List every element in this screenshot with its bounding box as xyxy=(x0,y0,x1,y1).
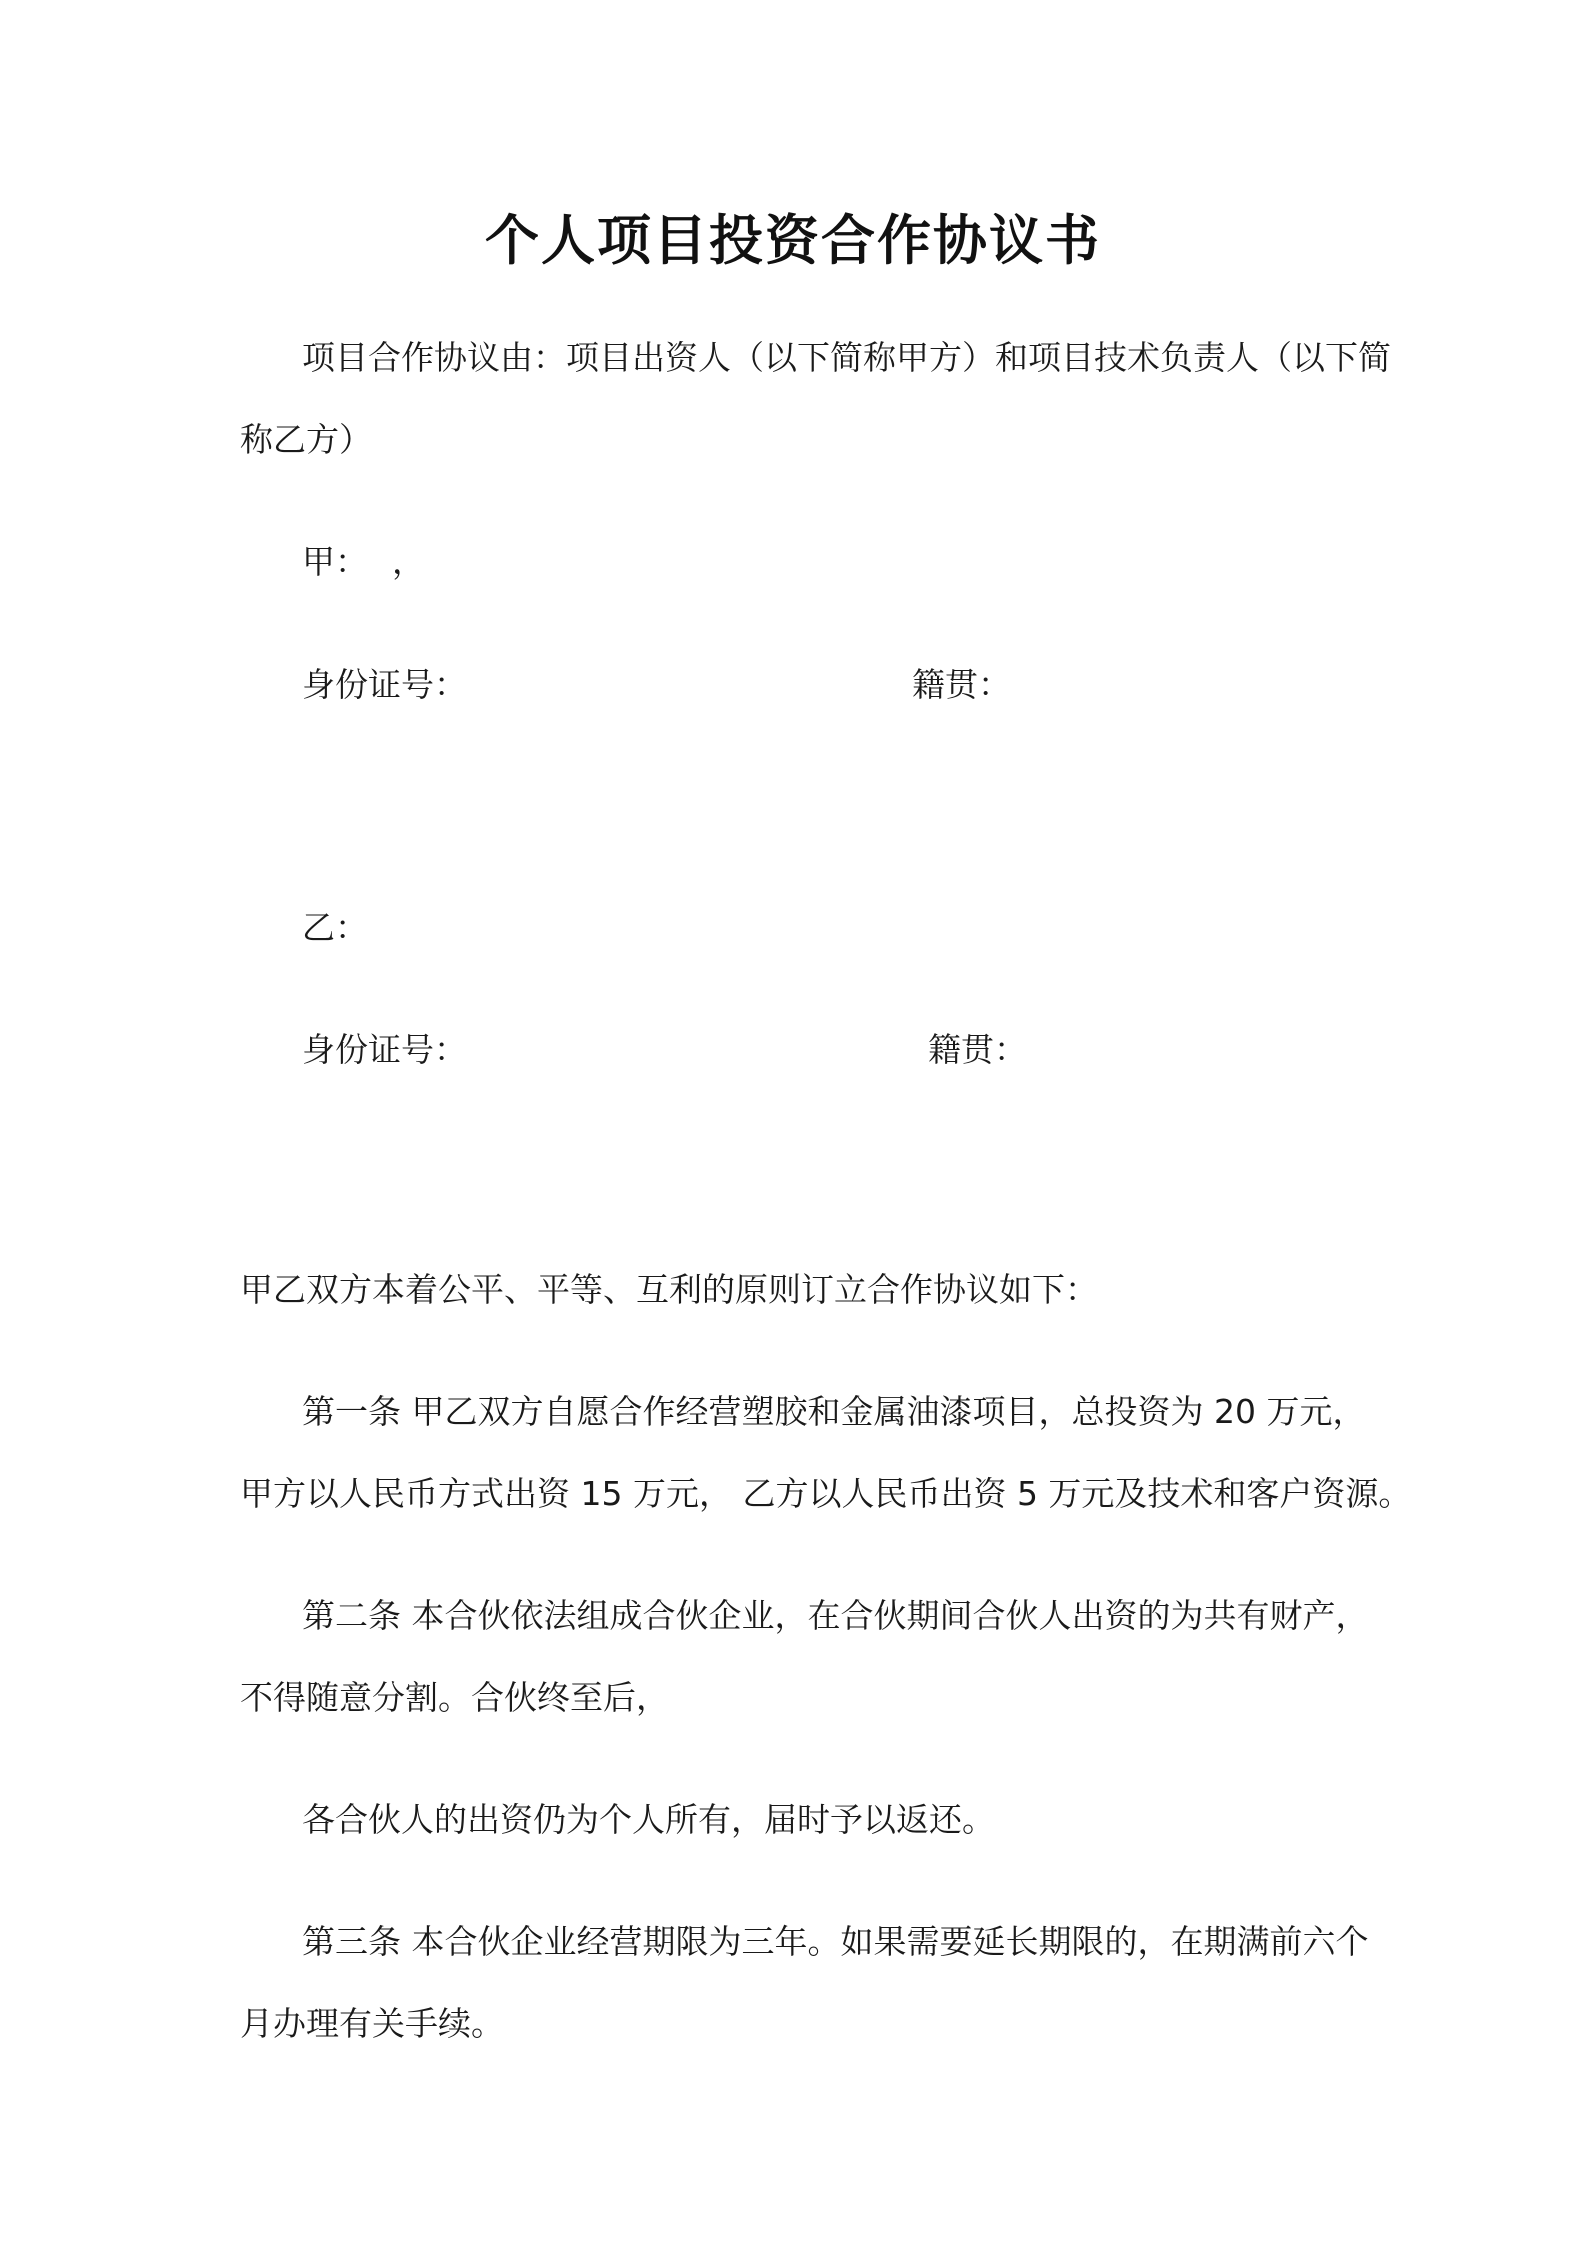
article-1-line-1: 第一条 甲乙双方自愿合作经营塑胶和金属油漆项目，总投资为 20 万元， xyxy=(302,1392,1366,1431)
party-b-origin-label: 籍贯： xyxy=(928,1030,1027,1069)
party-b-label: 乙： xyxy=(302,908,368,947)
party-a-origin-label: 籍贯： xyxy=(912,665,1011,704)
party-b-id-label: 身份证号： xyxy=(302,1030,467,1069)
intro-line-2: 称乙方） xyxy=(240,420,372,459)
intro-line-1: 项目合作协议由：项目出资人（以下简称甲方）和项目技术负责人（以下简 xyxy=(302,338,1391,377)
article-3-line-2: 月办理有关手续。 xyxy=(240,2004,504,2043)
article-2-line-1: 第二条 本合伙依法组成合伙企业，在合伙期间合伙人出资的为共有财产， xyxy=(302,1596,1369,1635)
article-3-line-1: 第三条 本合伙企业经营期限为三年。如果需要延长期限的，在期满前六个 xyxy=(302,1922,1369,1961)
document-title: 个人项目投资合作协议书 xyxy=(485,209,1101,272)
article-1-line-2: 甲方以人民币方式出资 15 万元， 乙方以人民币出资 5 万元及技术和客户资源。 xyxy=(240,1474,1412,1513)
preamble: 甲乙双方本着公平、平等、互利的原则订立合作协议如下： xyxy=(240,1270,1098,1309)
article-2-line-3: 各合伙人的出资仍为个人所有，届时予以返还。 xyxy=(302,1800,995,1839)
article-2-line-2: 不得随意分割。合伙终至后， xyxy=(240,1678,669,1717)
party-a-id-label: 身份证号： xyxy=(302,665,467,704)
party-a-label: 甲： xyxy=(302,542,368,581)
party-a-value: ， xyxy=(392,542,425,581)
